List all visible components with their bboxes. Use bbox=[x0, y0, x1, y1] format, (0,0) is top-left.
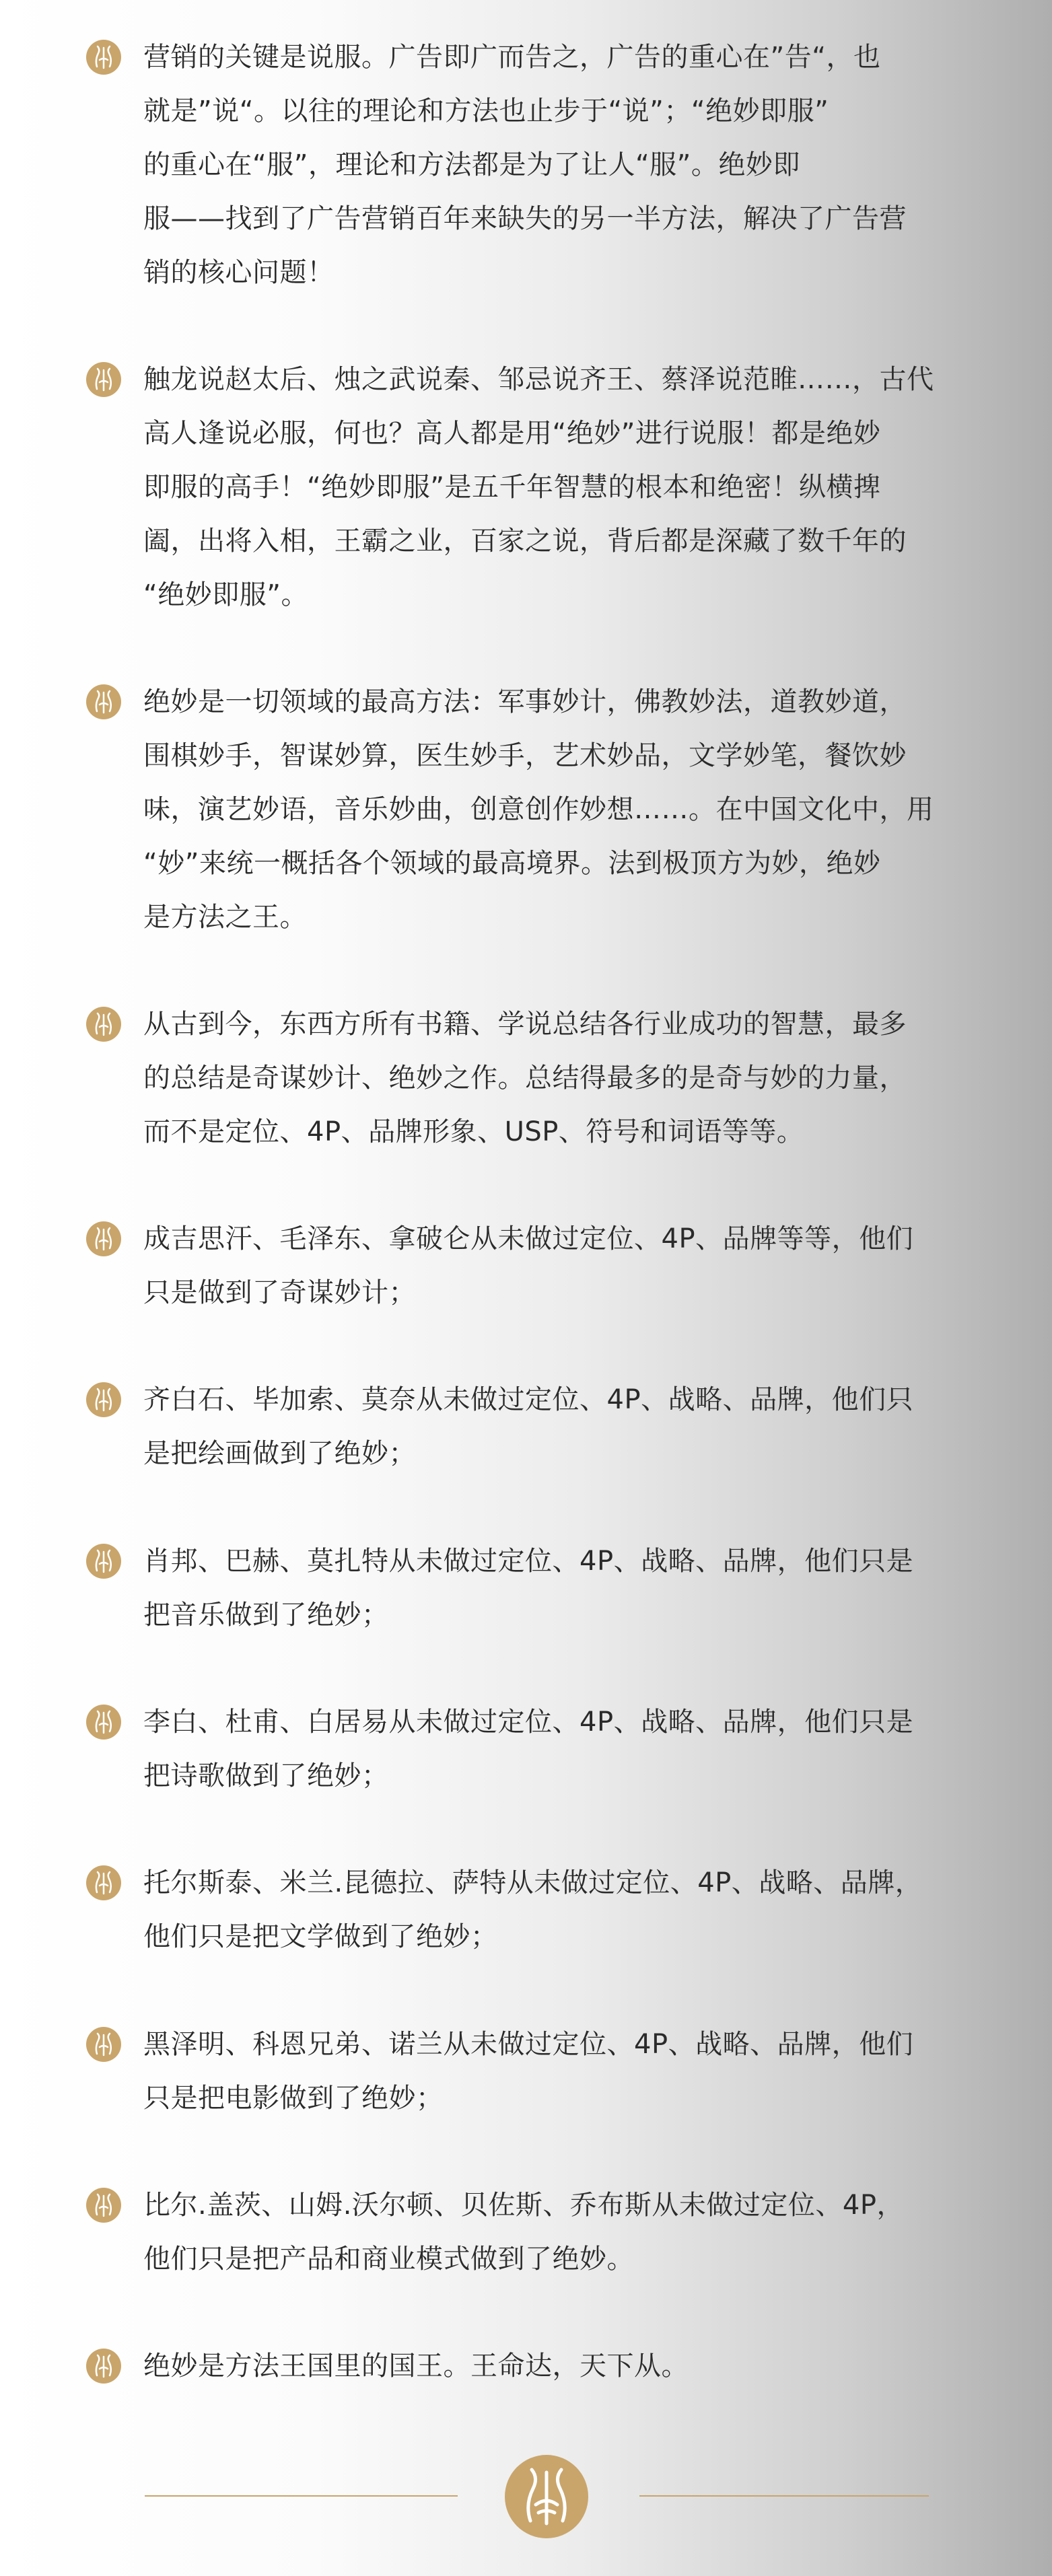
paragraph-line: 就是”说“。以往的理论和方法也止步于“说”；“绝妙即服” bbox=[143, 96, 829, 127]
paragraph-line: 高人逢说必服，何也？高人都是用“绝妙”进行说服！都是绝妙 bbox=[143, 418, 881, 449]
logo-bullet-icon bbox=[86, 1221, 121, 1256]
logo-bullet-icon bbox=[86, 1705, 121, 1740]
paragraph-line: 触龙说赵太后、烛之武说秦、邹忌说齐王、蔡泽说范睢……，古代 bbox=[143, 364, 934, 395]
paragraph-line: 黑泽明、科恩兄弟、诺兰从未做过定位、4P、战略、品牌，他们 bbox=[143, 2029, 914, 2060]
paragraph-line: 把音乐做到了绝妙； bbox=[143, 1600, 389, 1631]
logo-bullet-icon bbox=[86, 1544, 121, 1579]
paragraph-line: 齐白石、毕加索、莫奈从未做过定位、4P、战略、品牌，他们只 bbox=[143, 1384, 914, 1415]
paragraph-line: 把诗歌做到了绝妙； bbox=[143, 1760, 389, 1791]
paragraph-line: 味，演艺妙语，音乐妙曲，创意创作妙想……。在中国文化中，用 bbox=[143, 794, 934, 825]
paragraph-line: 从古到今，东西方所有书籍、学说总结各行业成功的智慧，最多 bbox=[143, 1009, 907, 1040]
paragraph-line: 肖邦、巴赫、莫扎特从未做过定位、4P、战略、品牌，他们只是 bbox=[143, 1546, 914, 1577]
paragraph-line: 是把绘画做到了绝妙； bbox=[143, 1438, 416, 1469]
logo-bullet-icon bbox=[86, 40, 121, 75]
paragraph-line: 阖，出将入相，王霸之业，百家之说，背后都是深藏了数千年的 bbox=[143, 526, 907, 557]
paragraph-line: 绝妙是一切领域的最高方法：军事妙计，佛教妙法，道教妙道， bbox=[143, 686, 907, 717]
footer-ornament bbox=[0, 2449, 1052, 2544]
paragraph-line: 的总结是奇谋妙计、绝妙之作。总结得最多的是奇与妙的力量， bbox=[143, 1063, 907, 1094]
paragraph-line: 成吉思汗、毛泽东、拿破仑从未做过定位、4P、品牌等等，他们 bbox=[143, 1223, 914, 1254]
logo-bullet-icon bbox=[86, 1865, 121, 1900]
paragraph-line: 只是做到了奇谋妙计； bbox=[143, 1277, 416, 1308]
divider-left bbox=[145, 2495, 458, 2497]
logo-bullet-icon bbox=[86, 2188, 121, 2223]
logo-bullet-icon bbox=[86, 362, 121, 397]
paragraph-line: 他们只是把文学做到了绝妙； bbox=[143, 1921, 498, 1952]
logo-bullet-icon bbox=[86, 1007, 121, 1042]
paragraph-line: 服——找到了广告营销百年来缺失的另一半方法，解决了广告营 bbox=[143, 203, 907, 234]
paragraph-line: 的重心在“服”，理论和方法都是为了让人“服”。绝妙即 bbox=[143, 149, 800, 180]
paragraph-line: 营销的关键是说服。广告即广而告之，广告的重心在”告“，也 bbox=[143, 42, 881, 73]
paragraph-line: 即服的高手！“绝妙即服”是五千年智慧的根本和绝密！纵横捭 bbox=[143, 472, 881, 503]
paragraph-line: 他们只是把产品和商业模式做到了绝妙。 bbox=[143, 2244, 634, 2275]
paragraph-line: 围棋妙手，智谋妙算，医生妙手，艺术妙品，文学妙笔，餐饮妙 bbox=[143, 740, 907, 771]
logo-bullet-icon bbox=[86, 684, 121, 719]
paragraph-line: 只是把电影做到了绝妙； bbox=[143, 2083, 444, 2114]
logo-bullet-icon bbox=[86, 2349, 121, 2384]
paragraph-line: 托尔斯泰、米兰.昆德拉、萨特从未做过定位、4P、战略、品牌， bbox=[143, 1867, 923, 1898]
paragraph-line: 比尔.盖茨、山姆.沃尔顿、贝佐斯、乔布斯从未做过定位、4P， bbox=[143, 2190, 904, 2221]
logo-bullet-icon bbox=[86, 1382, 121, 1417]
paragraph-line: 而不是定位、4P、品牌形象、USP、符号和词语等等。 bbox=[143, 1116, 804, 1147]
paragraph-line: 是方法之王。 bbox=[143, 902, 307, 933]
logo-bullet-icon bbox=[86, 2027, 121, 2062]
divider-right bbox=[639, 2495, 929, 2497]
paragraph-line: “绝妙即服”。 bbox=[143, 579, 308, 610]
paragraph-line: 销的核心问题！ bbox=[143, 257, 335, 288]
paragraph-line: 李白、杜甫、白居易从未做过定位、4P、战略、品牌，他们只是 bbox=[143, 1707, 914, 1738]
paragraph-line: “妙”来统一概括各个领域的最高境界。法到极顶方为妙，绝妙 bbox=[143, 848, 881, 879]
paragraph-line: 绝妙是方法王国里的国王。王命达，天下从。 bbox=[143, 2351, 689, 2382]
footer-logo-icon bbox=[505, 2455, 588, 2538]
